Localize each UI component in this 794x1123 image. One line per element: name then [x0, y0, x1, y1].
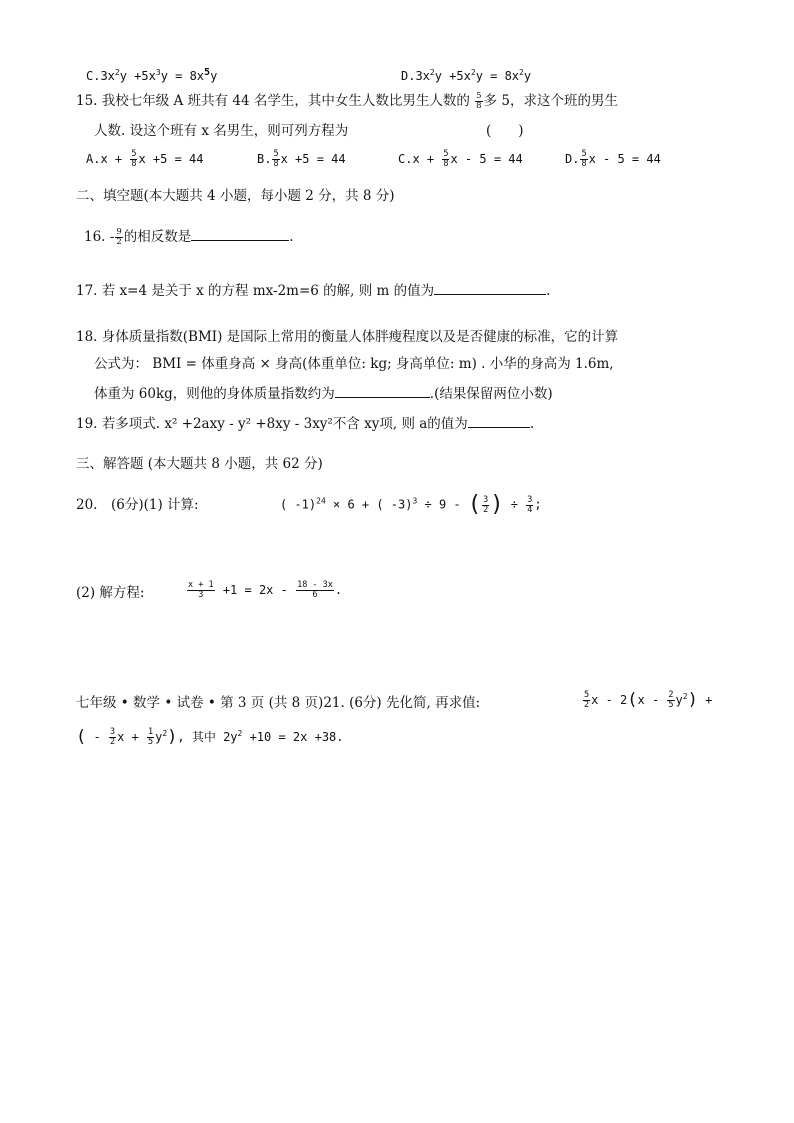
q17-text: 17. 若 x=4 是关于 x 的方程 mx-2m=6 的解, 则 m 的值为: [76, 283, 435, 299]
q16-fraction: $\frac{9}{2}$: [116, 227, 122, 247]
q15-stem: [76, 92, 618, 111]
q16-number: 16.: [84, 229, 106, 245]
q15-fraction: $\frac{5}{8}$: [476, 91, 482, 111]
q18-line3-part2: .(结果保留两位小数): [429, 386, 553, 402]
page-footer: 七年级 • 数学 • 试卷 • 第 3 页 (共 8 页): [76, 695, 324, 711]
q20-part2-label: (2) 解方程:: [76, 585, 145, 601]
q21-label: 21. (6分) 先化简, 再求值:: [323, 695, 481, 711]
q20-part1-label: 20. (6分)(1) 计算:: [76, 497, 199, 513]
q15-stem-part1: 15. 我校七年级 A 班共有 44 名学生，其中女生人数比男生人数的: [76, 92, 470, 109]
q15-option-d: D. $\frac{5}{8}$ x - 5 = 44: [565, 149, 661, 169]
q15-option-b: B. $\frac{5}{8}$ x +5 = 44: [257, 149, 346, 169]
q19: 19. 若多项式. x² +2axy - y² +8xy - 3xy²不含 xy项, 则 a的值为 .: [76, 416, 535, 432]
q14-option-c: $C.3x^2y +5x^3y = 8x^5y$: [86, 67, 218, 83]
q14-option-d: $D.3x^2y +5x^2y = 8x^2y$: [401, 68, 532, 83]
q21-expression-line1: $\frac{5}{2}$ x - 2(x - $\frac{2}{5}$ $y^2$) +: [584, 689, 713, 710]
q15-option-a: A.x + $\frac{5}{8}$ x +5 = 44: [86, 149, 204, 169]
q19-text: 19. 若多项式. x² +2axy - y² +8xy - 3xy²不含 xy项, 则 a的值为: [76, 416, 468, 432]
q16-text: 的相反数是: [123, 229, 192, 245]
q17-answer-blank[interactable]: [434, 282, 546, 295]
q21-line1: [76, 697, 480, 711]
q16-answer-blank[interactable]: [191, 228, 289, 241]
section2-heading: 二、填空题(本大题共 4 小题，每小题 2 分，共 8 分): [76, 188, 395, 204]
q20-part1-expression: ( -1)$^{24}$ × 6 + ( -3)$^3$ ÷ 9 - ( $\frac{3}{2}$ ) ÷ $\frac{3}{4}$ ;: [280, 492, 542, 517]
q19-answer-blank[interactable]: [468, 415, 530, 428]
q16: 16. - $\frac{9}{2}$ 的相反数是 .: [84, 227, 294, 247]
section3-heading: 三、解答题 (本大题共 8 小题，共 62 分): [76, 456, 323, 472]
q18-line3: [94, 385, 553, 402]
q15-answer-paren: ( ): [486, 123, 524, 139]
q18-line2: 公式为： BMI = 体重身高 × 身高(体重单位: kg; 身高单位: m) . 小华的身高为 1.6m,: [94, 356, 614, 372]
q21-expression-line2: ( - $\frac{3}{2}$ x + $\frac{1}{5}$ $y^2$), 其中 $2y^2 +10 = 2x +38$.: [76, 726, 344, 747]
q18-line3-part1: 体重为 60kg，则他的身体质量指数约为: [94, 386, 335, 402]
q15-stem-line2: 人数. 设这个班有 x 名男生，则可列方程为: [94, 123, 349, 139]
q20-part2-expression: $\frac{x + 1}{3}$ +1 = 2x - $\frac{18 - 3x}{6}$ .: [188, 580, 343, 600]
q18-line1: 18. 身体质量指数(BMI) 是国际上常用的衡量人体胖瘦程度以及是否健康的标准，它的计算: [76, 329, 619, 345]
q17: 17. 若 x=4 是关于 x 的方程 mx-2m=6 的解, 则 m 的值为 .: [76, 283, 551, 299]
q15-stem-part2: 多 5，求这个班的男生: [483, 92, 618, 109]
q18-answer-blank[interactable]: [335, 385, 430, 398]
q15-option-c: C.x + $\frac{5}{8}$ x - 5 = 44: [398, 149, 523, 169]
